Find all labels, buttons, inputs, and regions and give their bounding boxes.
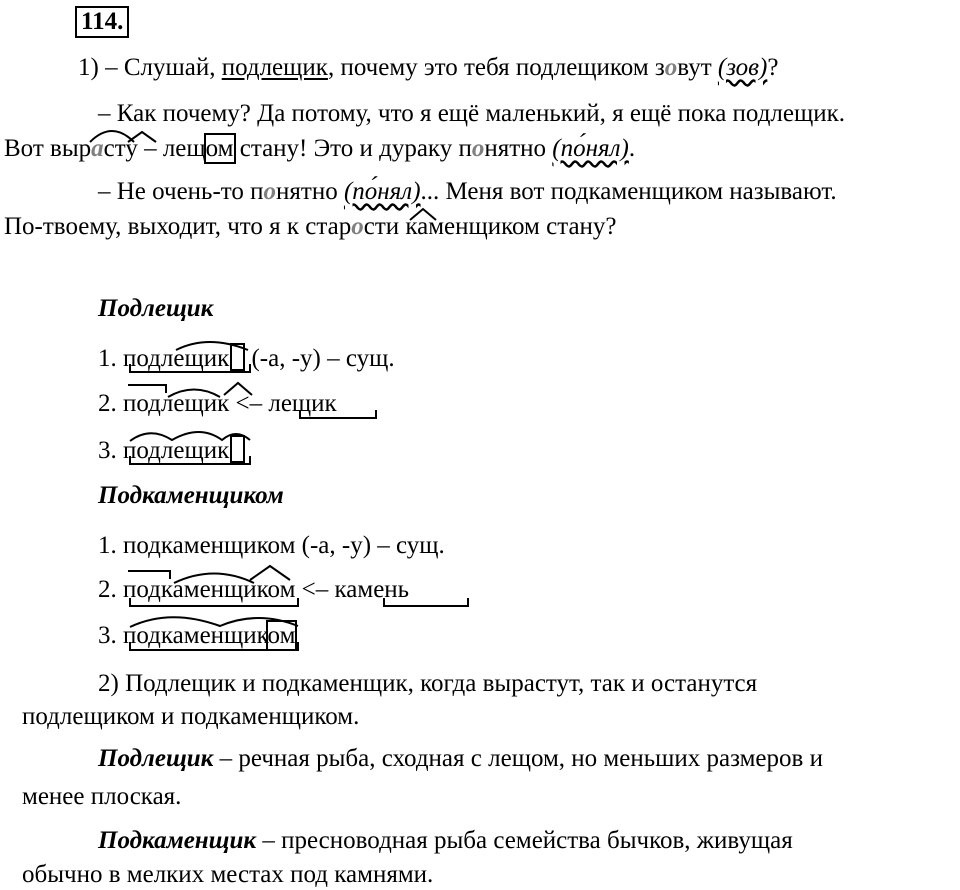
definition-1-line-1: Подлещик – речная рыба, сходная с лещом, но меньших размеров и bbox=[98, 745, 823, 772]
check-word: (по́нял) bbox=[552, 135, 629, 162]
analysis-heading-1: Подлещик bbox=[98, 295, 214, 322]
definition-2-line-2: обычно в мелких местах под камнями. bbox=[22, 861, 434, 888]
analysis-2-item-2: 2. подкаменщиком <– камень bbox=[98, 576, 410, 603]
dialog-line-2: – Как почему? Да потому, что я ещё маленький, я ещё пока подлещик. bbox=[98, 100, 846, 127]
root-word: камень bbox=[334, 576, 410, 603]
analysis-1-item-1: 1. подлещик (-а, -у) – сущ. bbox=[98, 345, 395, 372]
dialog-line-1: 1) – Слушай, подлещик, почему это тебя подлещиком зовут (зов)? bbox=[78, 54, 779, 81]
addressed-word: подлещик bbox=[221, 54, 328, 81]
check-word: (по́нял) bbox=[343, 178, 421, 205]
ending-box: ом bbox=[205, 135, 234, 162]
definition-2-line-1: Подкаменщик – пресноводная рыба семейства бычков, живущая bbox=[98, 827, 793, 854]
definition-term: Подкаменщик bbox=[98, 827, 257, 854]
zero-ending-box bbox=[230, 435, 245, 463]
zero-ending-box bbox=[230, 343, 245, 371]
analysis-1-item-2: 2. подлещик <– лещик bbox=[98, 390, 337, 417]
part2-line-1: 2) Подлещик и подкаменщик, когда вырастут, так и останутся bbox=[98, 670, 758, 697]
ending-box: ом bbox=[267, 622, 296, 649]
analysis-heading-2: Подкаменщиком bbox=[98, 482, 284, 509]
dialog-line-5: По-твоему, выходит, что я к старости каменщиком стану? bbox=[4, 213, 617, 240]
vowel-highlight: а bbox=[91, 135, 104, 162]
definition-1-line-2: менее плоская. bbox=[22, 783, 182, 810]
dialog-line-3: Вот вырасту – лещом стану! Это и дураку понятно (по́нял). bbox=[4, 135, 636, 162]
vowel-highlight: о bbox=[664, 54, 678, 81]
check-word: (зов) bbox=[717, 54, 768, 81]
vowel-highlight: о bbox=[263, 178, 277, 205]
root-word: лещик bbox=[268, 390, 337, 417]
analysis-2-item-1: 1. подкаменщиком (-а, -у) – сущ. bbox=[98, 532, 445, 559]
part2-line-2: подлещиком и подкаменщиком. bbox=[22, 703, 360, 730]
exercise-number: 114. bbox=[75, 6, 129, 38]
analysis-2-item-3: 3. подкаменщиком bbox=[98, 622, 296, 649]
vowel-highlight: о bbox=[351, 213, 364, 240]
analysis-1-item-3: 3. подлещик bbox=[98, 435, 245, 466]
dialog-line-4: – Не очень-то понятно (по́нял)... Меня вот подкаменщиком называют. bbox=[98, 178, 837, 205]
definition-term: Подлещик bbox=[98, 745, 214, 772]
vowel-highlight: о bbox=[471, 135, 485, 162]
